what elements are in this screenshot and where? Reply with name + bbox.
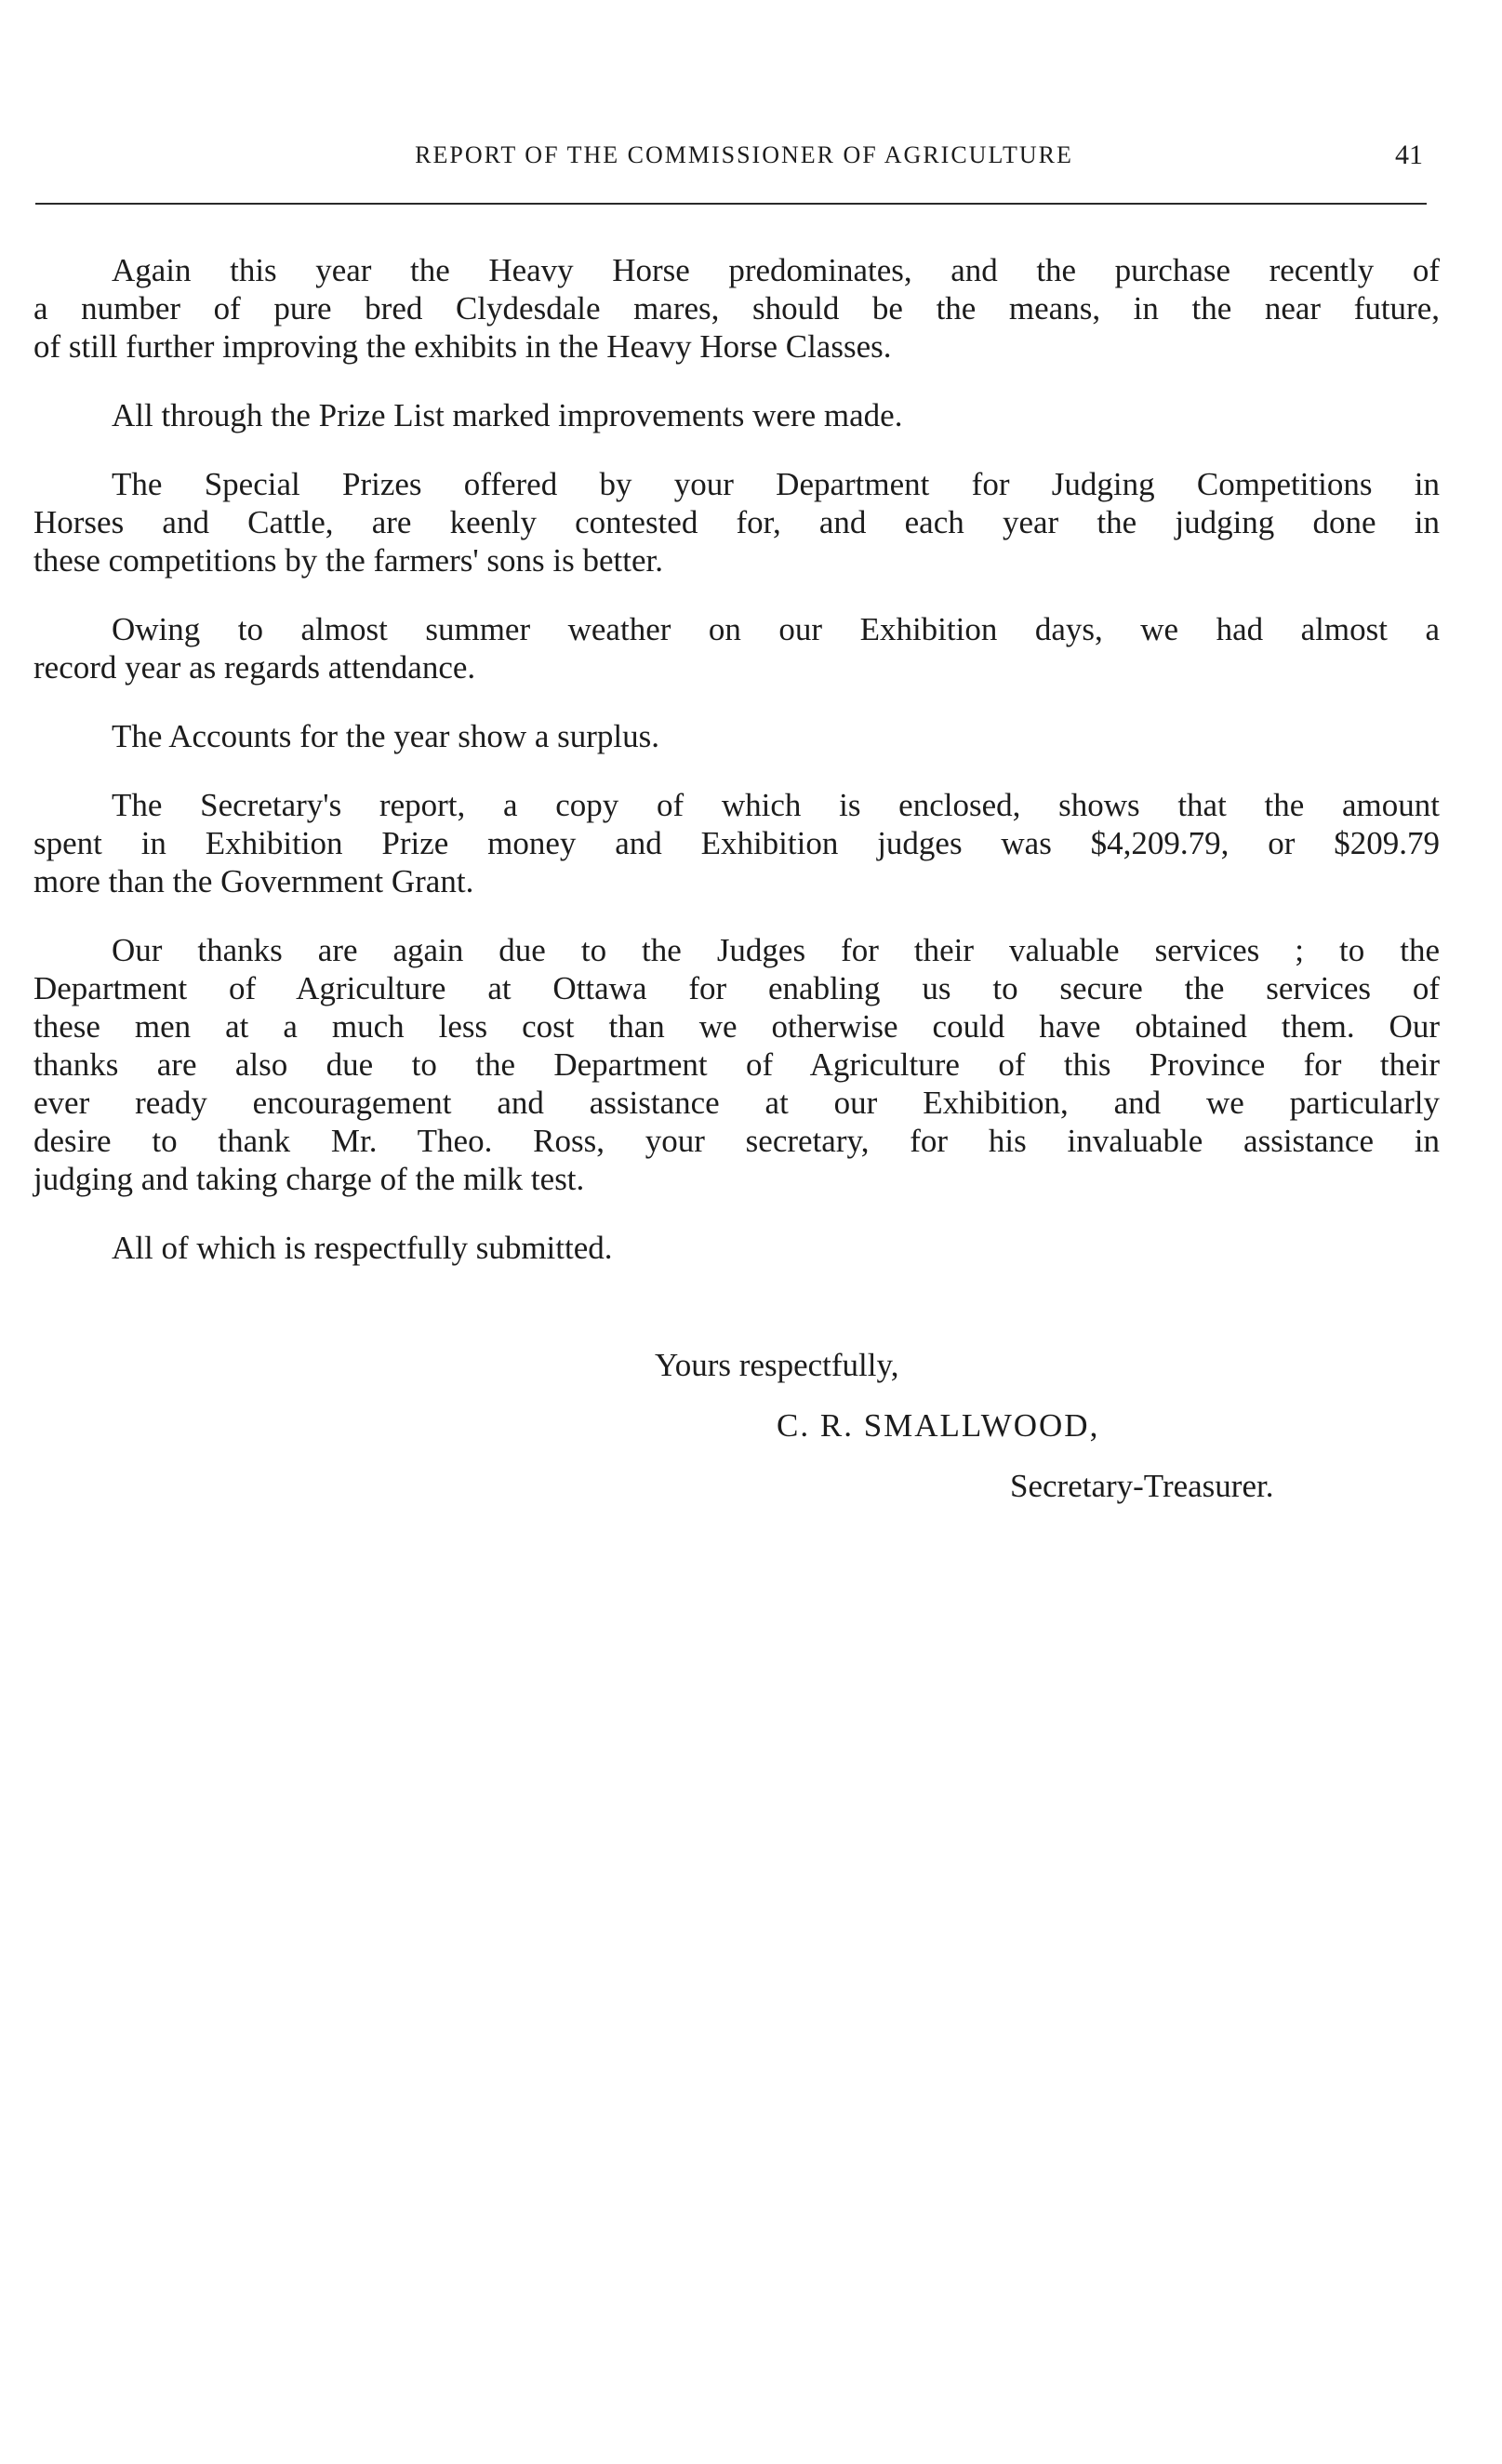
text-line: these men at a much less cost than we otherwise could have obtained them. Our <box>33 1008 1440 1045</box>
signatory-name: C. R. SMALLWOOD, <box>777 1407 1100 1444</box>
text-line: The Secretary's report, a copy of which is enclosed, shows that the amount <box>112 787 1440 823</box>
text-line: ever ready encouragement and assistance at our Exhibition, and we particularly <box>33 1085 1440 1121</box>
running-head: REPORT OF THE COMMISSIONER OF AGRICULTURE <box>415 141 1073 168</box>
paragraph <box>33 465 1440 579</box>
text-line: Our thanks are again due to the Judges for their valuable services ; to the <box>112 932 1440 968</box>
paragraph <box>33 786 1440 900</box>
text-line: Horses and Cattle, are keenly contested for, and each year the judging done in <box>33 504 1440 540</box>
page-number: 41 <box>1395 140 1423 170</box>
paragraph <box>33 610 1440 686</box>
text-line: Again this year the Heavy Horse predominates, and the purchase recently of <box>112 252 1440 288</box>
paragraph <box>33 1229 1440 1267</box>
text-line: these competitions by the farmers' sons is better. <box>33 542 663 579</box>
paragraph <box>33 251 1440 366</box>
text-line: desire to thank Mr. Theo. Ross, your secretary, for his invaluable assistance in <box>33 1123 1440 1159</box>
text-line: All of which is respectfully submitted. <box>112 1230 613 1266</box>
header-rule <box>35 203 1427 205</box>
text-line: of still further improving the exhibits in the Heavy Horse Classes. <box>33 328 892 365</box>
paragraph <box>33 931 1440 1198</box>
closing-salutation: Yours respectfully, <box>655 1347 899 1383</box>
text-line: spent in Exhibition Prize money and Exhibition judges was $4,209.79, or $209.79 <box>33 825 1440 861</box>
text-line: Owing to almost summer weather on our Exhibition days, we had almost a <box>112 611 1440 647</box>
text-line: thanks are also due to the Department of Agriculture of this Province for their <box>33 1046 1440 1083</box>
text-line: The Accounts for the year show a surplus. <box>112 718 660 754</box>
paragraph <box>33 396 1440 434</box>
text-line: a number of pure bred Clydesdale mares, should be the means, in the near future, <box>33 290 1440 326</box>
text-line: more than the Government Grant. <box>33 863 474 899</box>
text-line: All through the Prize List marked improvements were made. <box>112 397 903 433</box>
body-text <box>33 251 1440 1298</box>
paragraph <box>33 717 1440 755</box>
text-line: Department of Agriculture at Ottawa for enabling us to secure the services of <box>33 970 1440 1006</box>
text-line: judging and taking charge of the milk test. <box>33 1161 585 1197</box>
text-line: The Special Prizes offered by your Department for Judging Competitions in <box>112 466 1440 502</box>
signatory-title: Secretary-Treasurer. <box>1010 1468 1274 1504</box>
text-line: record year as regards attendance. <box>33 649 476 686</box>
